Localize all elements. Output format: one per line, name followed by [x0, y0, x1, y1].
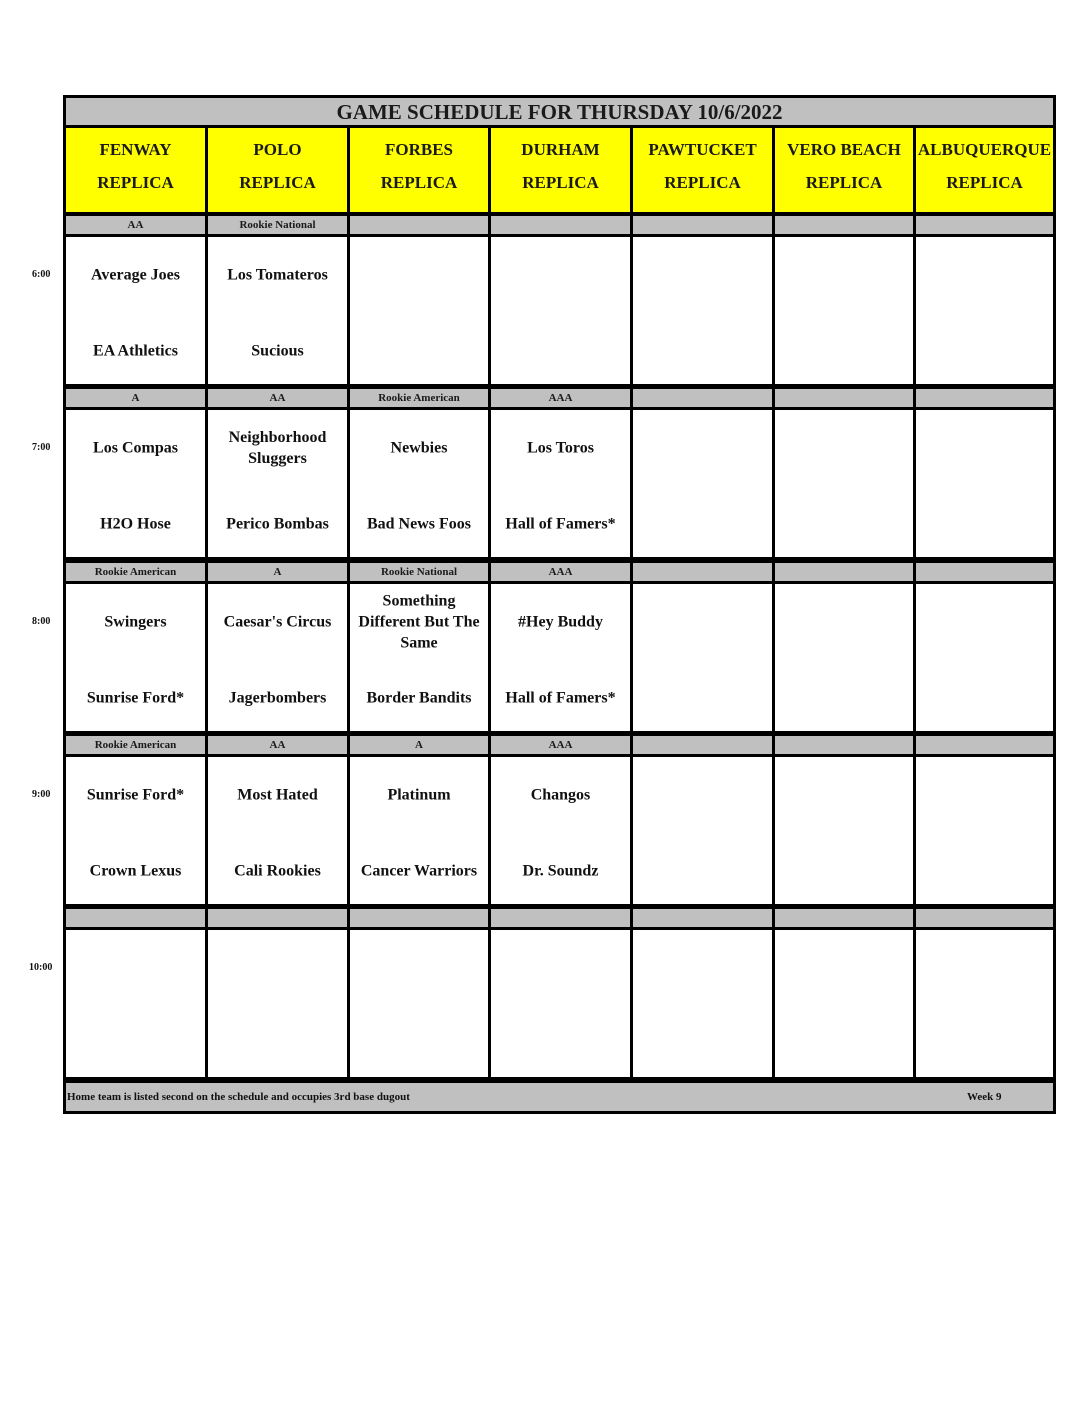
division-label	[350, 216, 488, 234]
home-team: Sucious	[251, 342, 304, 360]
visiting-team: Most Hated	[237, 786, 318, 804]
visiting-team: Los Compas	[93, 439, 178, 457]
visiting-team: Los Tomateros	[227, 266, 328, 284]
game-cell	[491, 584, 630, 731]
field-header-pawtucket	[633, 128, 772, 212]
division-label	[916, 389, 1053, 407]
division-label: Rookie American	[66, 736, 205, 754]
division-label	[491, 216, 630, 234]
game-cell	[775, 757, 913, 904]
home-team: Crown Lexus	[89, 862, 182, 880]
field-name: FORBES	[384, 140, 454, 159]
game-cell	[633, 237, 772, 384]
division-label: AAA	[491, 563, 630, 581]
game-cell	[916, 757, 1053, 904]
visiting-team: Something Different But The Same	[358, 592, 480, 652]
game-cell	[208, 584, 347, 731]
division-label	[916, 216, 1053, 234]
game-cell	[633, 930, 772, 1077]
field-type: REPLICA	[380, 173, 458, 192]
home-team: Cali Rookies	[234, 862, 321, 880]
visiting-team: Platinum	[387, 786, 451, 804]
division-label: AA	[208, 389, 347, 407]
home-team: Perico Bombas	[226, 515, 329, 533]
game-cell	[633, 584, 772, 731]
schedule-table	[63, 95, 1056, 1114]
home-team: EA Athletics	[93, 342, 178, 360]
field-name: DURHAM	[521, 140, 600, 159]
home-team: Jagerbombers	[228, 689, 327, 707]
division-label	[633, 563, 772, 581]
home-team: Sunrise Ford*	[86, 689, 185, 707]
division-label	[775, 736, 913, 754]
field-header-forbes	[350, 128, 488, 212]
game-cell	[491, 237, 630, 384]
division-label	[916, 909, 1053, 927]
time-label: 10:00	[29, 962, 53, 973]
division-label: Rookie National	[208, 216, 347, 234]
time-label: 7:00	[32, 442, 51, 453]
division-label: AA	[208, 736, 347, 754]
division-label: AAA	[491, 736, 630, 754]
division-label: A	[350, 736, 488, 754]
visiting-team: Swingers	[104, 613, 167, 631]
game-cell	[350, 584, 488, 731]
division-label	[491, 909, 630, 927]
division-label	[208, 909, 347, 927]
home-team: Dr. Soundz	[522, 862, 599, 880]
division-label	[633, 389, 772, 407]
division-label	[916, 736, 1053, 754]
game-cell	[350, 930, 488, 1077]
game-cell	[66, 410, 205, 557]
game-cell	[775, 930, 913, 1077]
field-header-durham	[491, 128, 630, 212]
game-cell	[66, 584, 205, 731]
field-name: PAWTUCKET	[648, 140, 757, 159]
field-header-albuquerque	[916, 128, 1053, 212]
schedule-title: GAME SCHEDULE FOR THURSDAY 10/6/2022	[66, 98, 1053, 125]
game-cell	[208, 757, 347, 904]
game-cell	[491, 930, 630, 1077]
division-label	[633, 216, 772, 234]
footer-bar	[66, 1083, 1053, 1111]
field-type: REPLICA	[522, 173, 599, 192]
division-label: Rookie American	[66, 563, 205, 581]
game-cell	[66, 930, 205, 1077]
visiting-team: Sunrise Ford*	[86, 786, 185, 804]
game-cell	[633, 410, 772, 557]
time-label: 9:00	[32, 789, 51, 800]
game-cell	[775, 237, 913, 384]
division-label: AAA	[491, 389, 630, 407]
game-cell	[775, 410, 913, 557]
division-label: Rookie National	[350, 563, 488, 581]
time-label: 6:00	[32, 269, 51, 280]
division-label	[916, 563, 1053, 581]
game-cell	[208, 930, 347, 1077]
game-cell	[491, 410, 630, 557]
game-cell	[916, 410, 1053, 557]
game-cell	[916, 584, 1053, 731]
visiting-team: Caesar's Circus	[223, 613, 332, 631]
division-label	[775, 216, 913, 234]
time-label: 8:00	[32, 616, 51, 627]
field-type: REPLICA	[664, 173, 741, 192]
division-label	[350, 909, 488, 927]
game-cell	[66, 757, 205, 904]
field-name: POLO	[253, 140, 302, 159]
game-cell	[350, 410, 488, 557]
field-header-polo	[208, 128, 347, 212]
visiting-team: Average Joes	[91, 266, 180, 284]
game-cell	[491, 757, 630, 904]
division-label	[633, 909, 772, 927]
week-label: Week 9	[967, 1091, 1002, 1103]
game-cell	[633, 757, 772, 904]
visiting-team: Neighborhood Sluggers	[228, 429, 327, 467]
field-header-vero-beach	[775, 128, 913, 212]
division-label	[66, 909, 205, 927]
home-team: H2O Hose	[100, 515, 171, 533]
visiting-team: Newbies	[390, 439, 448, 457]
division-label	[775, 909, 913, 927]
home-team: Hall of Famers*	[505, 515, 616, 533]
game-cell	[350, 237, 488, 384]
visiting-team: Changos	[530, 786, 591, 804]
home-team: Cancer Warriors	[360, 862, 478, 880]
game-cell	[916, 237, 1053, 384]
home-team: Hall of Famers*	[505, 689, 616, 707]
field-name: ALBUQUERQUE	[917, 140, 1052, 159]
field-type: REPLICA	[946, 173, 1023, 192]
game-cell	[66, 237, 205, 384]
division-label	[633, 736, 772, 754]
division-label: Rookie American	[350, 389, 488, 407]
field-type: REPLICA	[97, 173, 174, 192]
game-cell	[208, 237, 347, 384]
visiting-team: #Hey Buddy	[518, 613, 603, 631]
field-header-fenway	[66, 128, 205, 212]
division-label: AA	[66, 216, 205, 234]
game-cell	[775, 584, 913, 731]
game-cell	[350, 757, 488, 904]
division-label: A	[66, 389, 205, 407]
division-label	[775, 389, 913, 407]
division-label: A	[208, 563, 347, 581]
visiting-team: Los Toros	[527, 439, 594, 457]
field-type: REPLICA	[239, 173, 316, 192]
division-label	[775, 563, 913, 581]
home-team: Border Bandits	[366, 689, 472, 707]
game-cell	[916, 930, 1053, 1077]
field-name: VERO BEACH	[787, 140, 901, 159]
field-type: REPLICA	[805, 173, 883, 192]
footer-note: Home team is listed second on the schedule and occupies 3rd base dugout	[67, 1091, 410, 1103]
home-team: Bad News Foos	[366, 515, 471, 533]
field-name: FENWAY	[99, 140, 172, 159]
game-cell	[208, 410, 347, 557]
